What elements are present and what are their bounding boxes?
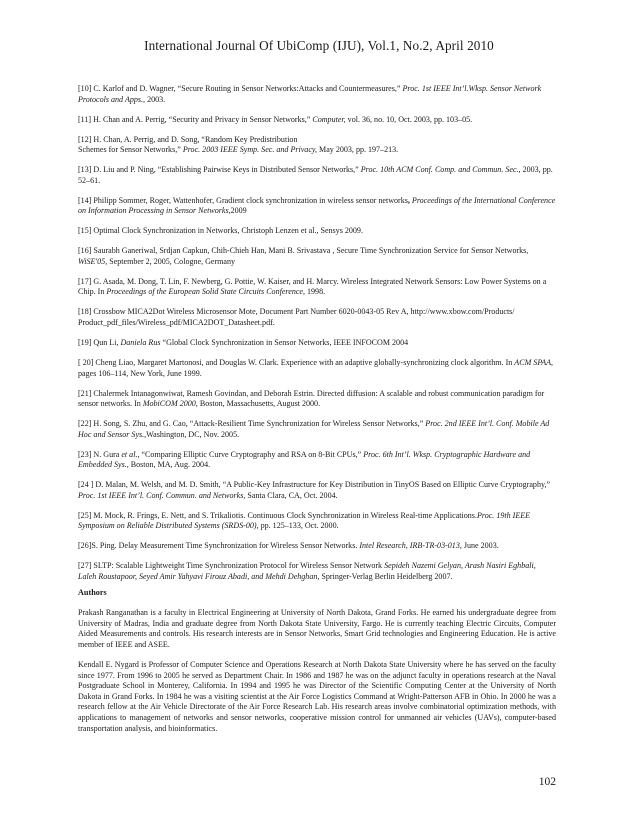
author-bio: Kendall E. Nygard is Professor of Computer Science and Operations Research at North Dakota State University where he has served on the faculty since 1977. From 1996 to 2005 he served as Department Chair. In 1986 and 1987 he was on the adjunct faculty in operations research at the Naval Postgraduate School in Monterey, California. In 1994 and 1995 he was Director of the Scientific Computing Center at the University of North Dakota in Grand Forks. In 1984 he was a visiting scientist at the Air Force Logistics Command at Wright-Patterson AFB in Ohio. In 2000 he was a research fellow at the Air Vehicle Directorate of the Air Force Research Lab. His research areas involve combinatorial optimization methods, with applications to management of networks and sensor networks, cooperative mission control for unmanned air vehicles (UAVs), computer-based transportation analysis, and bioinformatics. [78,659,556,733]
reference-text: “Global Clock Synchronization in Sensor Networks, IEEE INFOCOM 2004 [160,338,409,348]
reference-entry [78,358,556,379]
reference-text: , 1998. [302,287,326,297]
reference-text: Schemes for Sensor Networks,” [78,145,183,155]
reference-text: [24 ] D. Malan, M. Welsh, and M. D. Smith, “A Public-Key Infrastructure for Key Distribution in TinyOS Based on Elliptic Curve Cryptography,” [78,480,551,490]
reference-text: [18] Crossbow MICA2Dot Wireless Microsensor Mote, Document Part Number 6020-0043-05 Rev A, http://www.xbow.com/Products/ [78,307,515,317]
reference-text: Proceedings of the European Solid State Circuits Conference [106,287,303,297]
references-list [78,84,556,592]
reference-text: [10] C. Karlof and D. Wagner, “Secure Routing in Sensor Networks:Attacks and Countermeasures,” [78,84,403,93]
reference-entry [78,541,556,552]
reference-text: , pages 106–114, New York, June 1999. [78,358,554,378]
reference-text: [27] SLTP: Scalable Lightweight Time Synchronization Protocol for Wireless Sensor Network [78,561,385,571]
reference-text: [21] Chalermek Intanagonwiwat, Ramesh Govindan, and Deborah Estrin. Directed diffusion: A scalable and robust communication paradigm for sensor networks. In [78,388,545,409]
reference-text: Intel Research, IRB-TR-03-013, [359,541,462,551]
reference-text: 2009 [230,206,247,216]
reference-text: Proc. 2nd IEEE Int’l. Conf. Mobile Ad Hoc and Sensor Sys. [78,419,550,439]
reference-text: et al. [121,449,138,459]
reference-text: [26]S. Ping. Delay Measurement Time Synchronization for Wireless Sensor Networks. [78,541,360,551]
reference-text: [17] G. Asada, M. Dong, T. Lin, F. Newberg, G. Pottie, W. Kaiser, and H. Marcy. Wireless Integrated Network Sensors: Low Power Systems on a Chip. In [78,276,547,297]
reference-entry [78,511,556,532]
reference-entry [78,277,556,298]
reference-text: Product_pdf_files/Wireless_pdf/MICA2DOT_Datasheet.pdf. [78,318,275,328]
reference-text: , Daniela Rus [116,338,161,348]
reference-entry [78,196,556,217]
reference-text: Proceedings of the International Conference on Information Processing in Sensor Networks, [78,195,556,216]
reference-entry [78,226,556,237]
reference-text: pp. 125–133, Oct. 2000. [258,521,339,531]
reference-text: , 2003, pp. 52–61. [78,165,553,185]
reference-text: [22] H. Song, S. Zhu, and G. Cao, “Attack-Resilient Time Synchronization for Wireless Sensor Networks,” [78,419,426,429]
reference-text: Proc. 1st IEEE Int’l. Conf. Commun. and Networks [78,490,244,500]
reference-entry [78,450,556,471]
reference-text: [14] Philipp Sommer, Roger, Wattenhofer, Gradient clock synchronization in wireless sensor networks [78,195,408,205]
reference-text: [13] D. Liu and P. Ning, “Establishing Pairwise Keys in Distributed Sensor Networks,” [78,165,361,175]
reference-text: ,Washington, DC, Nov. 2005. [144,429,240,439]
reference-text: Springer-Verlag Berlin Heidelberg 2007. [319,572,453,582]
author-bio: Prakash Ranganathan is a faculty in Electrical Engineering at University of North Dakota, Grand Forks. He earned his undergraduate degree from University of Madras, India and graduate degree from North Dakota State University, Fargo. He is currently teaching Electric Circuits, Computer Aided Measurements and controls. His research interests are in Sensor Networks, Smart Grid technologies and Engineering Education. He is active member of IEEE and ASEE. [78,608,556,649]
reference-entry [78,115,556,126]
reference-text: WiSE'05 [78,256,106,266]
reference-text: [16] Saurabh Ganeriwal, Srdjan Capkun, Chih-Chieh Han, Mani B. Srivastava , Secure Time Synchronization Service for Sensor Networks, [78,246,529,256]
reference-text: [15] Optimal Clock Synchronization in Networks, Christoph Lenzen et al., Sensys 2009. [78,226,363,236]
reference-text: [23] N. Gura [78,449,122,459]
reference-text: Computer, [312,114,346,124]
reference-text: , [407,195,412,205]
journal-header: International Journal Of UbiComp (IJU), Vol.1, No.2, April 2010 [144,38,494,53]
reference-entry [78,389,556,410]
reference-entry [78,246,556,267]
reference-text: vol. 36, no. 10, Oct. 2003, pp. 103–05. [345,114,473,124]
reference-text: , Santa Clara, CA, Oct. 2004. [243,490,338,500]
page-number: 102 [538,776,556,788]
authors-heading: Authors [78,588,107,597]
reference-entry [78,419,556,440]
reference-text: , Boston, MA, Aug. 2004. [126,460,211,470]
reference-text: [11] H. Chan and A. Perrig, “Security and Privacy in Sensor Networks,” [78,114,313,124]
reference-text: Proc. 10th ACM Conf. Comp. and Commun. Sec. [360,165,519,175]
reference-entry [78,84,556,105]
reference-text: [19] Qun Li [78,338,117,348]
reference-text: Proc. 6th Int’l. Wksp. Cryptographic Hardware and Embedded Sys. [78,449,531,470]
reference-entry [78,561,556,582]
reference-text: [12] H. Chan, A. Perrig, and D. Song, “Random Key Predistribution [78,134,298,144]
reference-text: , 2003. [143,94,166,104]
reference-text: May 2003, pp. 197–213. [317,145,399,155]
reference-text: , “Comparing Elliptic Curve Cryptography and RSA on 8-Bit CPUs,” [137,449,364,459]
reference-text: MobiCOM 2000 [142,399,196,409]
reference-text: Proc. 2003 IEEE Symp. Sec. and Privacy, [182,145,318,155]
reference-text: [25] M. Mock, R. Frings, E. Nett, and S. Trikaliotis. Continuous Clock Synchronization in Wireless Real-time Applications. [78,510,477,520]
reference-entry [78,480,556,501]
author-bios [78,608,556,744]
reference-entry [78,135,556,156]
reference-text: Proc. 1st IEEE Int’l.Wksp. Sensor Network Protocols and Apps. [78,84,542,104]
reference-entry [78,307,556,328]
reference-text: , Boston, Massachusetts, August 2000. [195,399,321,409]
reference-text: ACM SPAA [514,358,552,367]
reference-text: Proc. 19th IEEE Symposium on Reliable Distributed Systems (SRDS-00), [78,510,531,531]
reference-text: June 2003. [461,541,499,551]
reference-entry [78,338,556,349]
reference-text: [ 20] Cheng Liao, Margaret Martonosi, and Douglas W. Clark. Experience with an adaptive globally-synchronizing clock algorithm. In [78,358,515,367]
reference-text: Sepideh Nazemi Gelyan, Arash Nasiri Eghbali, Laleh Roustapoor, Seyed Amir Yahyavi Firouz Abadi, and Mehdi Dehghan, [78,561,536,582]
reference-entry [78,165,556,186]
reference-text: , September 2, 2005, Cologne, Germany [105,256,236,266]
